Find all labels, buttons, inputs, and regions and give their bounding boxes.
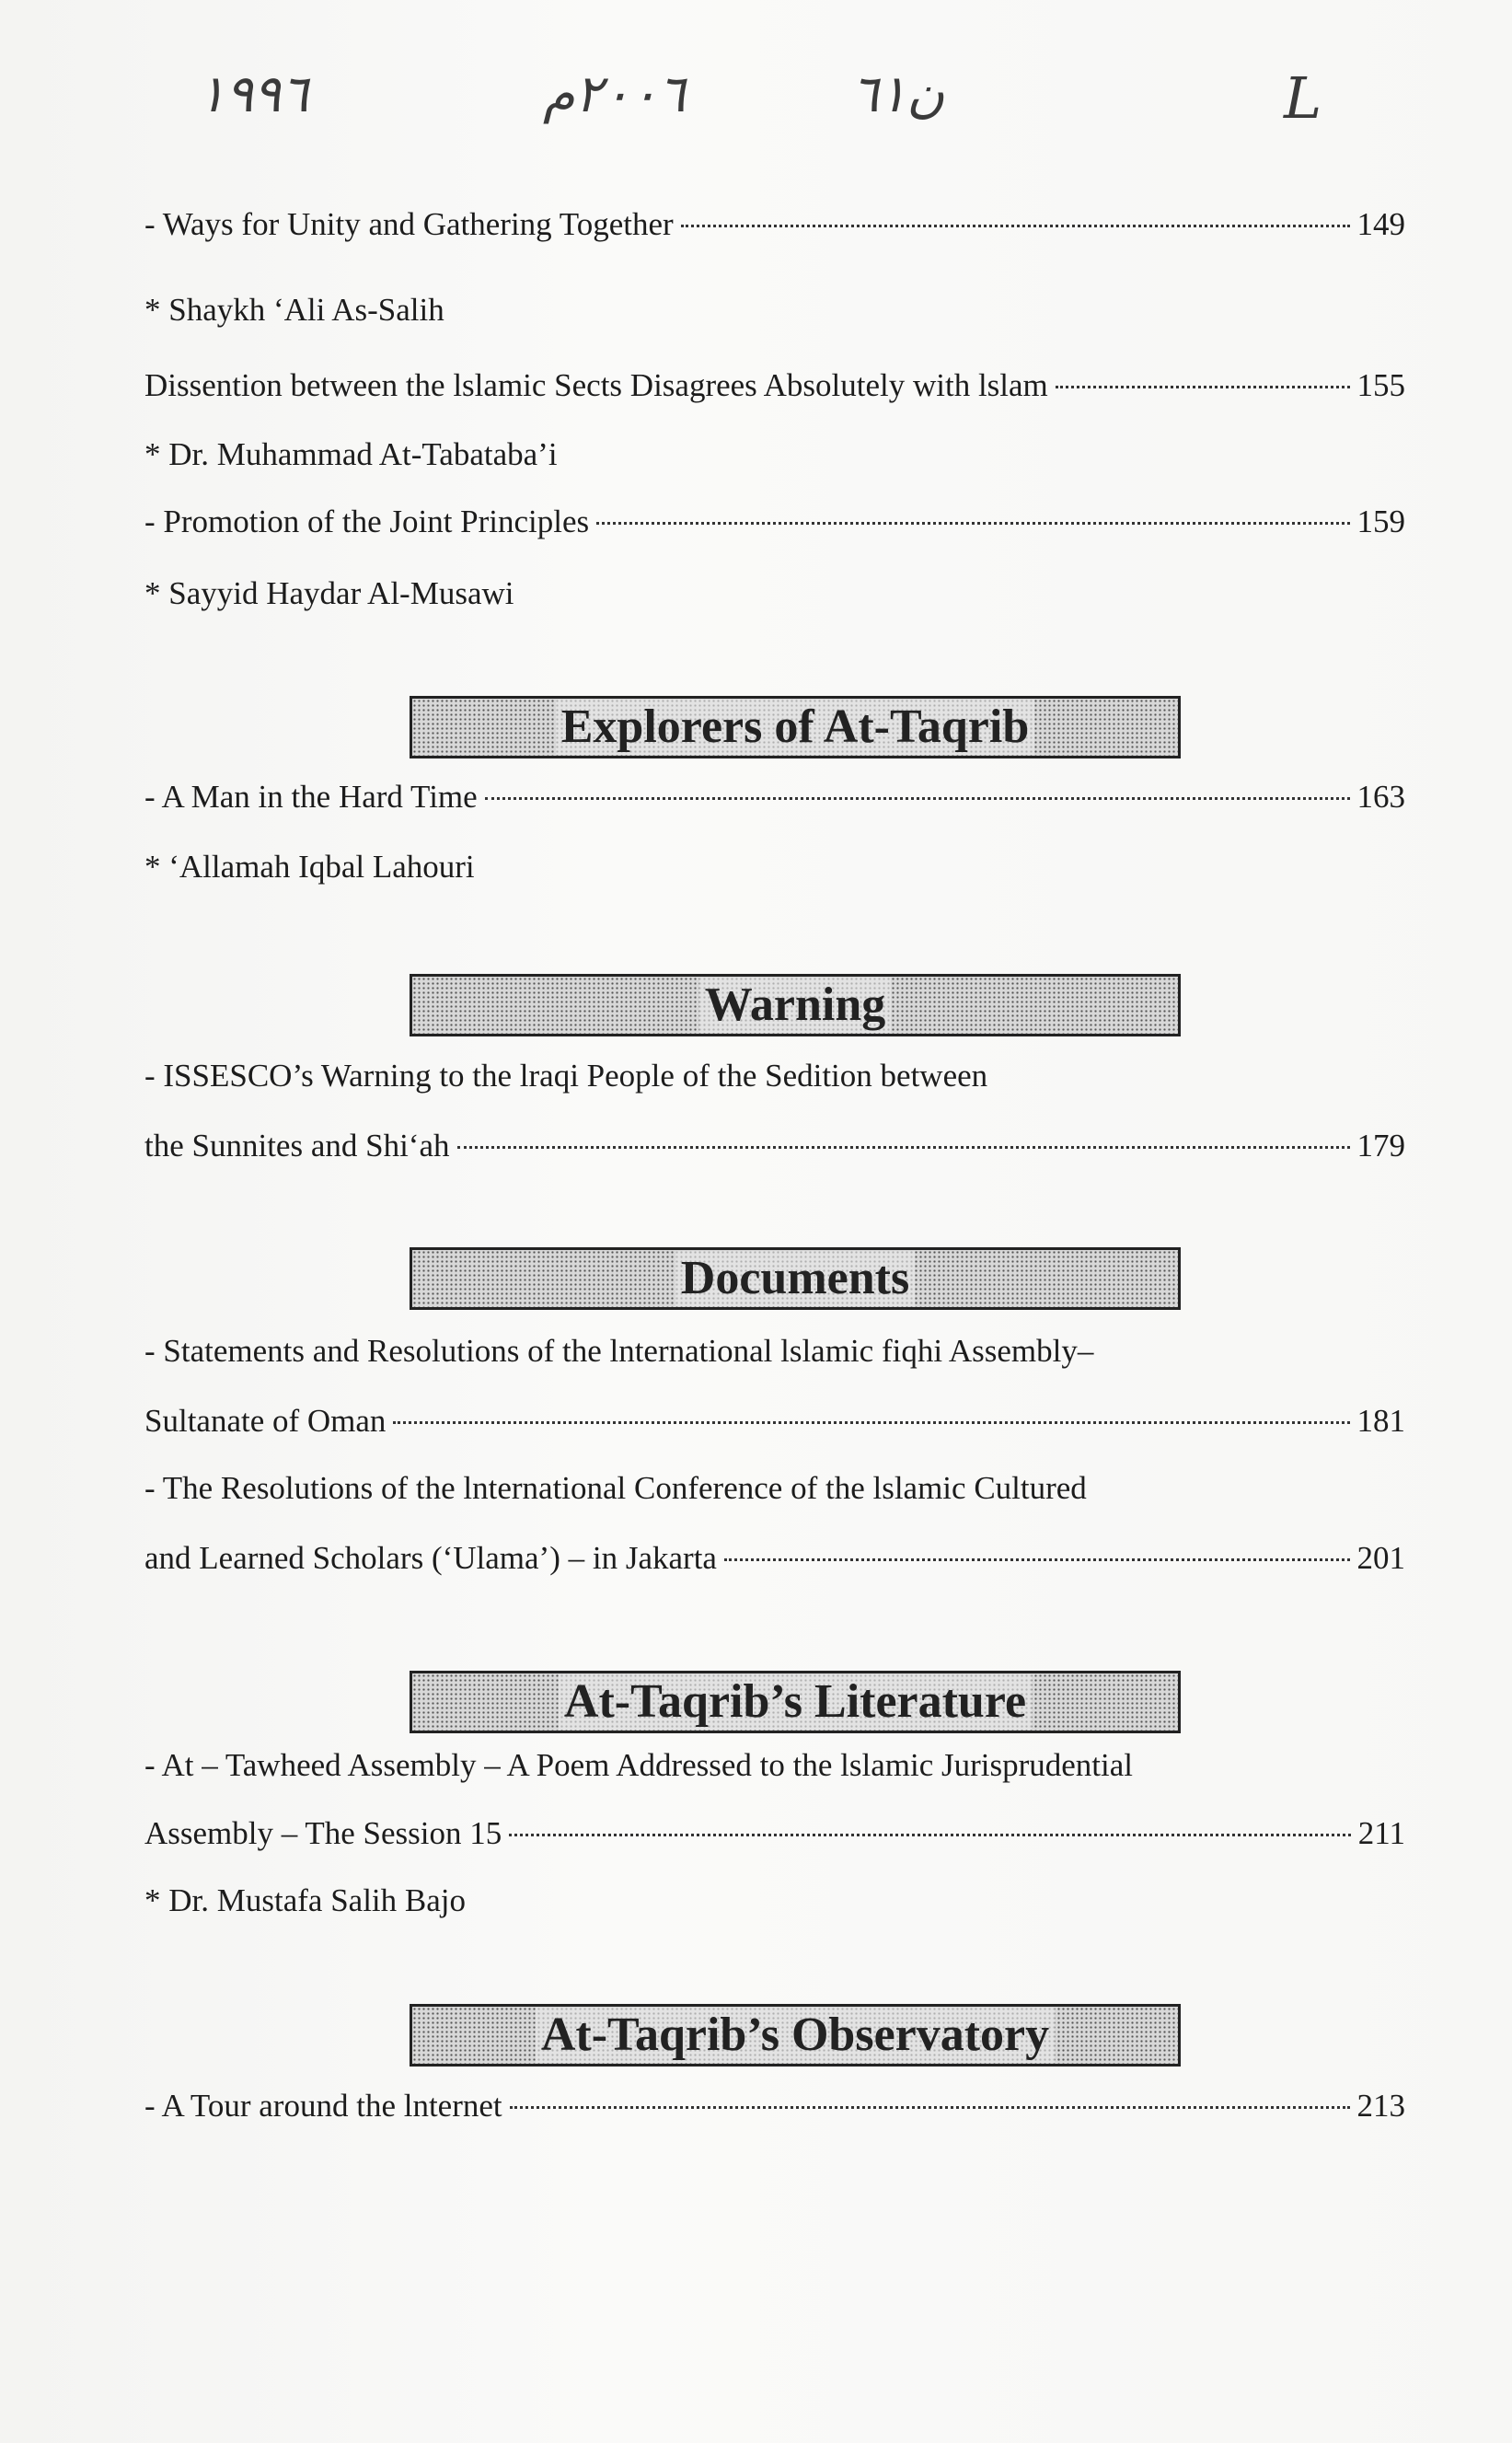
toc-title: Assembly – The Session 15 xyxy=(144,1815,502,1851)
section-banner-warning xyxy=(410,974,1181,1036)
section-title: Warning xyxy=(699,978,892,1033)
toc-title-line: - At – Tawheed Assembly – A Poem Addressed to the lslamic Jurisprudential xyxy=(144,1747,1134,1783)
handwritten-note-2: ٢٠٠٦م xyxy=(543,64,686,124)
toc-author: * Dr. Muhammad At-Tabataba’i xyxy=(144,436,558,472)
toc-author: * Dr. Mustafa Salih Bajo xyxy=(144,1882,466,1918)
toc-page-number: 211 xyxy=(1357,1815,1405,1851)
toc-leader xyxy=(393,1421,1349,1424)
toc-title: - A Man in the Hard Time xyxy=(144,779,478,815)
section-title: At-Taqrib’s Observatory xyxy=(536,2008,1055,2063)
toc-title: - A Tour around the lnternet xyxy=(144,2088,502,2124)
toc-entry xyxy=(144,204,1405,245)
toc-leader xyxy=(681,225,1350,227)
toc-author: * Shaykh ‘Ali As-Salih xyxy=(144,292,444,328)
toc-page-number: 149 xyxy=(1356,206,1405,242)
section-banner-documents xyxy=(410,1247,1181,1310)
handwritten-note-1: ١٩٩٦ xyxy=(198,64,309,124)
section-banner-explorers xyxy=(410,696,1181,758)
toc-leader xyxy=(724,1558,1350,1561)
toc-leader xyxy=(457,1146,1350,1149)
toc-title: - Ways for Unity and Gathering Together xyxy=(144,206,674,242)
toc-title: and Learned Scholars (‘Ulama’) – in Jakarta xyxy=(144,1540,717,1576)
toc-title-line: - Statements and Resolutions of the lnternational lslamic fiqhi Assembly– xyxy=(144,1333,1094,1369)
toc-title: Dissention between the lslamic Sects Disagrees Absolutely with lslam xyxy=(144,367,1048,403)
toc-author: * Sayyid Haydar Al-Musawi xyxy=(144,575,514,611)
toc-leader xyxy=(596,522,1349,525)
toc-title: Sultanate of Oman xyxy=(144,1403,387,1439)
section-title: Documents xyxy=(675,1251,915,1306)
toc-leader xyxy=(509,1834,1351,1836)
toc-page-number: 155 xyxy=(1356,367,1405,403)
toc-title-line: - The Resolutions of the lnternational Conference of the lslamic Cultured xyxy=(144,1470,1087,1506)
section-title: At-Taqrib’s Literature xyxy=(559,1674,1032,1730)
toc-entry xyxy=(144,1126,1405,1166)
toc-title-line: - ISSESCO’s Warning to the lraqi People of the Sedition between xyxy=(144,1058,988,1094)
toc-leader xyxy=(510,2106,1350,2109)
toc-entry xyxy=(144,1401,1405,1441)
section-title: Explorers of At-Taqrib xyxy=(556,700,1035,755)
toc-title: - Promotion of the Joint Principles xyxy=(144,504,590,539)
toc-entry xyxy=(144,1538,1405,1579)
toc-entry xyxy=(144,502,1405,542)
section-banner-literature xyxy=(410,1671,1181,1733)
toc-page-number: 181 xyxy=(1356,1403,1405,1439)
handwritten-note-3: ن٦١ xyxy=(851,64,945,124)
toc-title: the Sunnites and Shi‘ah xyxy=(144,1128,450,1164)
toc-page-number: 179 xyxy=(1356,1128,1405,1164)
handwritten-note-4: L xyxy=(1284,64,1323,132)
toc-leader xyxy=(485,797,1350,800)
toc-page-number: 159 xyxy=(1356,504,1405,539)
toc-entry xyxy=(144,777,1405,817)
toc-page-number: 201 xyxy=(1356,1540,1405,1576)
toc-leader xyxy=(1056,386,1350,388)
toc-entry xyxy=(144,365,1405,406)
toc-author: * ‘Allamah Iqbal Lahouri xyxy=(144,849,475,885)
toc-entry xyxy=(144,2086,1405,2126)
toc-entry xyxy=(144,1813,1405,1854)
section-banner-observatory xyxy=(410,2004,1181,2067)
toc-page-number: 163 xyxy=(1356,779,1405,815)
toc-page-number: 213 xyxy=(1356,2088,1405,2124)
